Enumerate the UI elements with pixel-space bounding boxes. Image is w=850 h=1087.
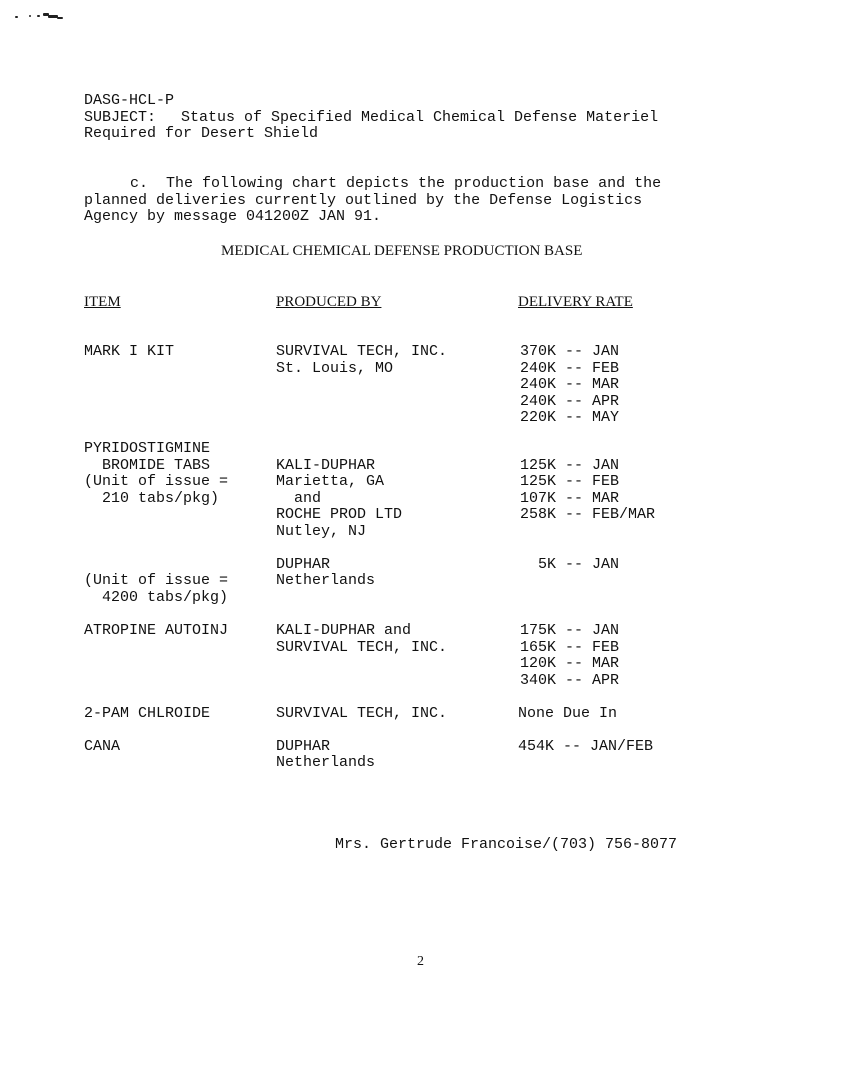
item-cell: BROMIDE TABS — [84, 457, 211, 474]
item-cell: 2-PAM CHLROIDE — [84, 705, 211, 722]
producer-cell: KALI-DUPHAR — [276, 457, 376, 474]
delivery-cell: 370K -- JAN — [520, 343, 620, 360]
subject-label: SUBJECT: — [84, 109, 157, 126]
producer-cell: Netherlands — [276, 572, 376, 589]
delivery-cell: 107K -- MAR — [520, 490, 620, 507]
item-cell: 210 tabs/pkg) — [84, 490, 220, 507]
scan-mark — [15, 10, 65, 22]
delivery-cell: 125K -- JAN — [520, 457, 620, 474]
delivery-cell: 454K -- JAN/FEB — [518, 738, 654, 755]
paragraph-line-1: c. The following chart depicts the production base and the — [130, 175, 662, 192]
item-cell: CANA — [84, 738, 121, 755]
paragraph-line-3: Agency by message 041200Z JAN 91. — [84, 208, 382, 225]
office-symbol: DASG-HCL-P — [84, 92, 175, 109]
contact-line: Mrs. Gertrude Francoise/(703) 756-8077 — [335, 836, 678, 853]
delivery-cell: None Due In — [518, 705, 618, 722]
column-header-produced-by: PRODUCED BY — [276, 294, 382, 310]
delivery-cell: 125K -- FEB — [520, 473, 620, 490]
item-cell: ATROPINE AUTOINJ — [84, 622, 229, 639]
item-cell: (Unit of issue = — [84, 473, 229, 490]
producer-cell: ROCHE PROD LTD — [276, 506, 403, 523]
producer-cell: SURVIVAL TECH, INC. — [276, 639, 448, 656]
delivery-cell: 258K -- FEB/MAR — [520, 506, 656, 523]
producer-cell: SURVIVAL TECH, INC. — [276, 705, 448, 722]
producer-cell: DUPHAR — [276, 556, 331, 573]
subject-line-2: Required for Desert Shield — [84, 125, 319, 142]
producer-cell: SURVIVAL TECH, INC. — [276, 343, 448, 360]
producer-cell: KALI-DUPHAR and — [276, 622, 412, 639]
producer-cell: Marietta, GA — [276, 473, 385, 490]
delivery-cell: 120K -- MAR — [520, 655, 620, 672]
item-cell: 4200 tabs/pkg) — [84, 589, 229, 606]
producer-cell: DUPHAR — [276, 738, 331, 755]
item-cell: (Unit of issue = — [84, 572, 229, 589]
delivery-cell: 240K -- FEB — [520, 360, 620, 377]
delivery-cell: 240K -- MAR — [520, 376, 620, 393]
page-number: 2 — [417, 954, 424, 969]
item-cell: PYRIDOSTIGMINE — [84, 440, 211, 457]
delivery-cell: 240K -- APR — [520, 393, 620, 410]
producer-cell: and — [276, 490, 322, 507]
column-header-delivery-rate: DELIVERY RATE — [518, 294, 633, 310]
item-cell: MARK I KIT — [84, 343, 175, 360]
producer-cell: Netherlands — [276, 754, 376, 771]
table-title: MEDICAL CHEMICAL DEFENSE PRODUCTION BASE — [221, 243, 583, 259]
producer-cell: Nutley, NJ — [276, 523, 367, 540]
delivery-cell: 165K -- FEB — [520, 639, 620, 656]
subject-line-1: Status of Specified Medical Chemical Defense Materiel — [181, 109, 659, 126]
delivery-cell: 220K -- MAY — [520, 409, 620, 426]
producer-cell: St. Louis, MO — [276, 360, 394, 377]
delivery-cell: 5K -- JAN — [520, 556, 620, 573]
paragraph-line-2: planned deliveries currently outlined by the Defense Logistics — [84, 192, 643, 209]
column-header-item: ITEM — [84, 294, 121, 310]
delivery-cell: 175K -- JAN — [520, 622, 620, 639]
delivery-cell: 340K -- APR — [520, 672, 620, 689]
